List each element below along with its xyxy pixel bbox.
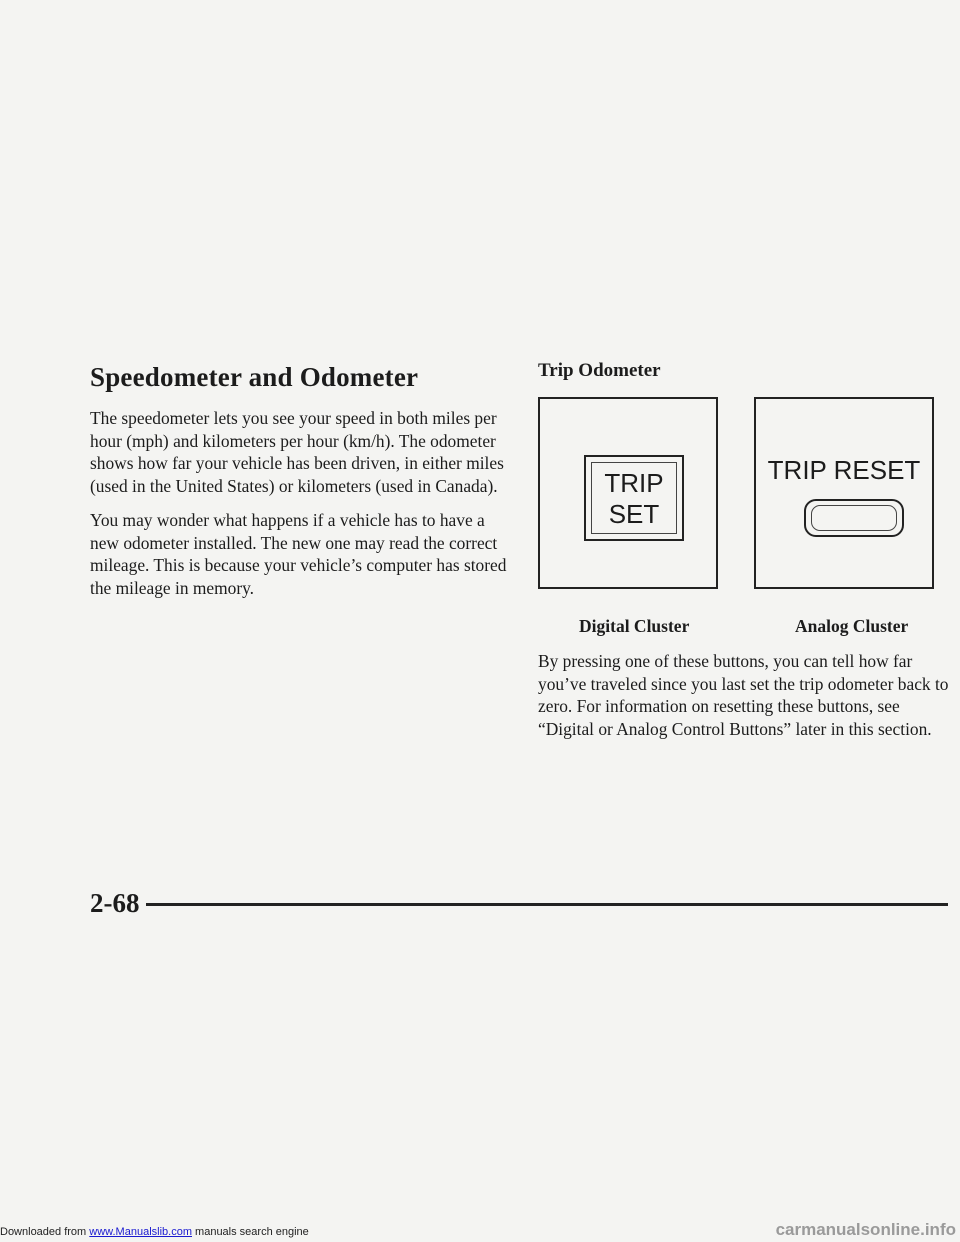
download-footer: [0, 1226, 309, 1238]
left-column: [90, 362, 510, 611]
digital-cluster-illustration: [538, 397, 718, 589]
watermark-text: carmanualsonline.info: [775, 1220, 956, 1239]
trip-set-line1: TRIP: [604, 468, 664, 498]
analog-cluster-caption: Analog Cluster: [795, 616, 909, 636]
trip-set-button: [584, 455, 684, 541]
paragraph-speedometer: The speedometer lets you see your speed in both miles per hour (mph) and kilometers per hour (km/h). The odometer shows how far your vehicle has been driven, in either miles (used in the United States) or kilometers (used in Canada).: [90, 408, 504, 496]
digital-cluster-caption: Digital Cluster: [579, 616, 690, 636]
footer-prefix: Downloaded from: [0, 1226, 90, 1238]
page-number: 2-68: [90, 888, 140, 918]
trip-set-line2: SET: [608, 499, 660, 529]
trip-reset-button-inner: [811, 505, 897, 531]
section-heading: Speedometer and Odometer: [90, 362, 419, 392]
paragraph-trip-buttons: By pressing one of these buttons, you can tell how far you’ve traveled since you last set the trip odometer back to zero. For information on resetting these buttons, see “Digital or Analog Control Buttons” later in this section.: [538, 651, 949, 739]
footer-suffix: manuals search engine: [191, 1226, 309, 1238]
trip-reset-button: [804, 499, 904, 537]
analog-cluster-illustration: [754, 397, 934, 589]
right-column-body: [538, 650, 958, 752]
right-column-header: [538, 360, 958, 382]
trip-reset-label: TRIP RESET: [767, 455, 921, 485]
manualslib-link[interactable]: www.Manualslib.com: [89, 1226, 192, 1238]
footer-rule: [146, 903, 948, 906]
trip-odometer-heading: Trip Odometer: [538, 360, 661, 381]
paragraph-new-odometer: You may wonder what happens if a vehicle has to have a new odometer installed. The new one may read the correct mileage. This is because your vehicle’s computer has stored the mileage in memory.: [90, 510, 507, 598]
